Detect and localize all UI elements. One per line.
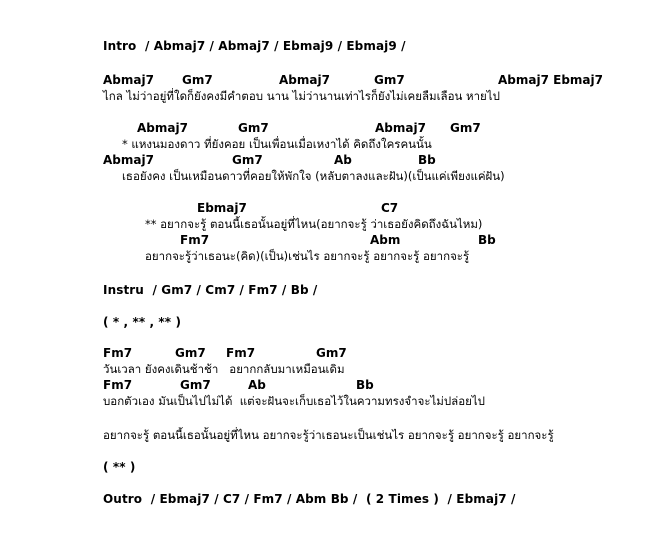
chord: Bb (418, 153, 436, 167)
chord: Gm7 (316, 346, 347, 360)
intro-line: Intro / Abmaj7 / Abmaj7 / Ebmaj9 / Ebmaj9 / (103, 39, 406, 53)
chord: Abmaj7 (103, 153, 154, 167)
chord: Gm7 (180, 378, 211, 392)
instru-line: Instru / Gm7 / Cm7 / Fm7 / Bb / (103, 283, 318, 297)
chord: Fm7 (226, 346, 256, 360)
chord: Gm7 (232, 153, 263, 167)
chord: Abmaj7 (137, 121, 188, 135)
chord: Bb (356, 378, 374, 392)
chord: Ab (248, 378, 266, 392)
verse1-lyric: ไกล ไม่ว่าอยู่ที่ใดก็ยังคงมีคำตอบ นาน ไม่ว่านานเท่าไรก็ยังไม่เคยลืมเลือน หายไป (103, 89, 500, 103)
chord: Gm7 (450, 121, 481, 135)
chord: Gm7 (182, 73, 213, 87)
outro-line: Outro / Ebmaj7 / C7 / Fm7 / Abm Bb / ( 2 Times ) / Ebmaj7 / (103, 492, 516, 506)
repeat-marker-2: ( ** ) (103, 460, 136, 474)
chord: Gm7 (175, 346, 206, 360)
chord: Abmaj7 (279, 73, 330, 87)
chord: Fm7 (103, 378, 133, 392)
chord: Gm7 (238, 121, 269, 135)
chorus2-lyric-a: ** อยากจะรู้ ตอนนี้เธอนั้นอยู่ที่ไหน(อยากจะรู้ ว่าเธอยังคิดถึงฉันไหม) (145, 217, 483, 231)
bridge-lyric-a: วันเวลา ยังคงเดินช้าช้า อยากกลับมาเหมือนเดิม (103, 362, 345, 376)
chord: Bb (478, 233, 496, 247)
chord: Fm7 (103, 346, 133, 360)
bridge-lyric-b: บอกตัวเอง มันเป็นไปไม่ได้ แต่จะฝันจะเก็บเธอไว้ในความทรงจำจะไม่ปล่อยไป (103, 394, 485, 408)
chord: Ebmaj7 (197, 201, 247, 215)
chorus2-lyric-b: อยากจะรู้ว่าเธอนะ(คิด)(เป็น)เช่นไร อยากจะรู้ อยากจะรู้ อยากจะรู้ (145, 249, 470, 263)
chord: Ab (334, 153, 352, 167)
chord: Abm (370, 233, 401, 247)
chord: Gm7 (374, 73, 405, 87)
chord: Abmaj7 (375, 121, 426, 135)
chord: Abmaj7 Ebmaj7 (498, 73, 603, 87)
chord: Abmaj7 (103, 73, 154, 87)
refrain-lyric: อยากจะรู้ ตอนนี้เธอนั้นอยู่ที่ไหน อยากจะรู้ว่าเธอนะเป็นเช่นไร อยากจะรู้ อยากจะรู้ อยากจะรู้ (103, 428, 554, 442)
chorus1-lyric-b: เธอยังคง เป็นเหมือนดาวที่คอยให้พักใจ (หลับตาลงและฝัน)(เป็นแค่เพียงแค่ฝัน) (122, 169, 505, 183)
chord: C7 (381, 201, 399, 215)
chorus1-lyric-a: * แหงนมองดาว ที่ยังคอย เป็นเพื่อนเมื่อเหงาได้ คิดถึงใครคนนั้น (122, 137, 432, 151)
repeat-marker-1: ( * , ** , ** ) (103, 315, 182, 329)
chord: Fm7 (180, 233, 210, 247)
